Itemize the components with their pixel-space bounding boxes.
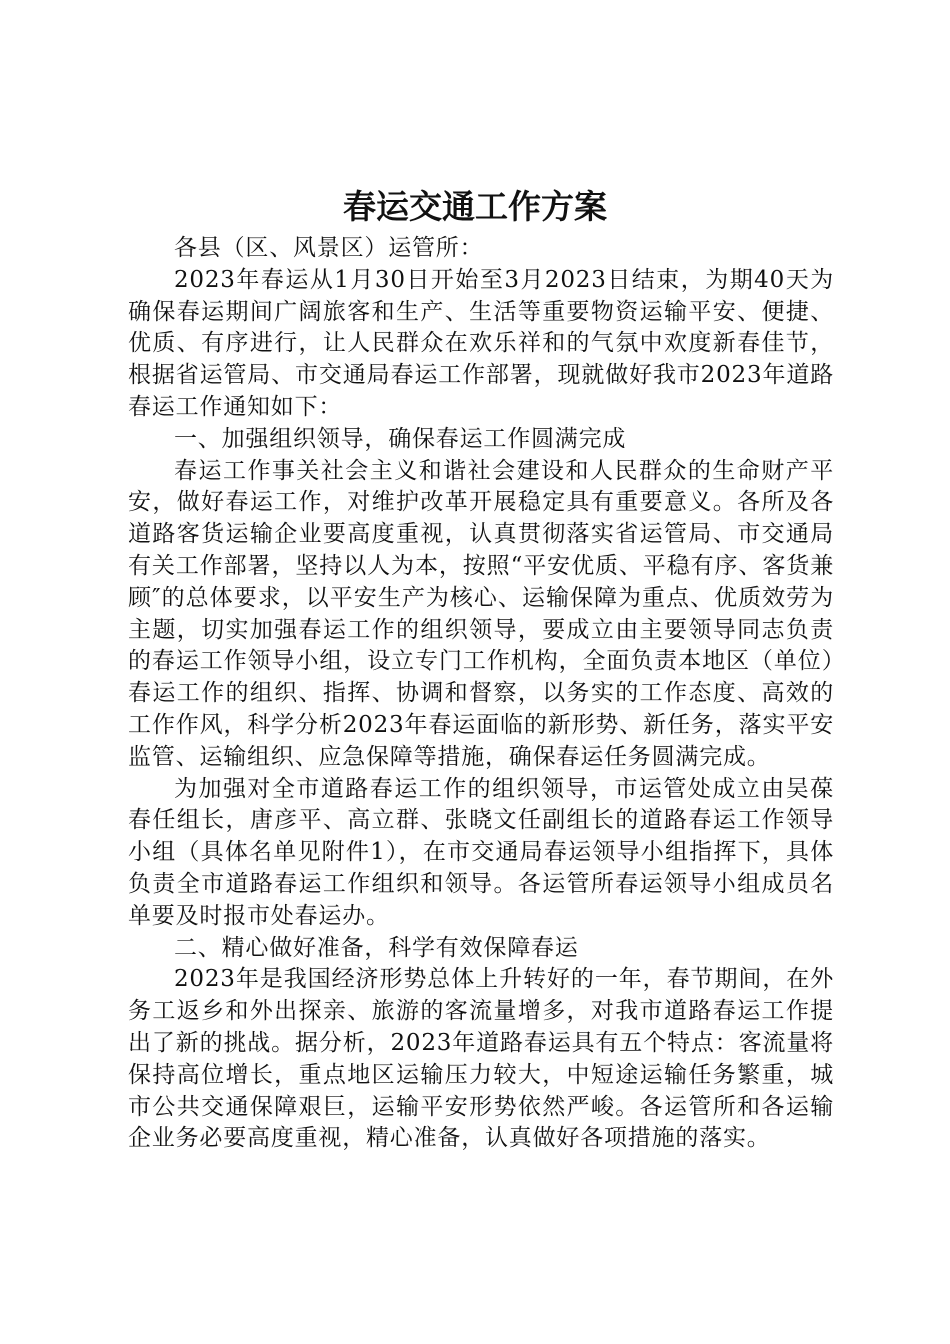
section-1-paragraph-1: 春运工作事关社会主义和谐社会建设和人民群众的生命财产平安，做好春运工作，对维护改革开展稳定具有重要意义。各所及各道路客货运输企业要高度重视，认真贯彻落实省运管局、市交通局有关工作部署，坚持以人为本，按照“平安优质、平稳有序、客货兼顾″的总体要求，以平安生产为核心、运输保障为重点、优质效劳为主题，切实加强春运工作的组织领导，要成立由主要领导同志负责的春运工作领导小组，设立专门工作机构，全面负责本地区（单位）春运工作的组织、指挥、协调和督察，以务实的工作态度、高效的工作作风，科学分析2023年春运面临的新形势、新任务，落实平安监管、运输组织、应急保障等措施，确保春运任务圆满完成。 (128, 457, 834, 770)
intro-paragraph: 2023年春运从1月30日开始至3月2023日结束，为期40天为确保春运期间广阔旅客和生产、生活等重要物资运输平安、便捷、优质、有序进行，让人民群众在欢乐祥和的气氛中欢度新春佳节，根据省运管局、市交通局春运工作部署，现就做好我市2023年道路春运工作通知如下： (128, 266, 834, 420)
section-1-paragraph-2: 为加强对全市道路春运工作的组织领导，市运管处成立由吴葆春任组长，唐彦平、高立群、张晓文任副组长的道路春运工作领导小组（具体名单见附件1），在市交通局春运领导小组指挥下，具体负责全市道路春运工作组织和领导。各运管所春运领导小组成员名单要及时报市处春运办。 (128, 775, 834, 929)
section-2-paragraph-1: 2023年是我国经济形势总体上升转好的一年，春节期间，在外务工返乡和外出探亲、旅游的客流量增多，对我市道路春运工作提出了新的挑战。据分析，2023年道路春运具有五个特点：客流量将保持高位增长，重点地区运输压力较大，中短途运输任务繁重，城市公共交通保障艰巨，运输平安形势依然严峻。各运管所和各运输企业务必要高度重视，精心准备，认真做好各项措施的落实。 (128, 966, 834, 1152)
document-body (128, 233, 834, 1155)
section-heading-1: 一、加强组织领导，确保春运工作圆满完成 (174, 425, 627, 452)
salutation-paragraph: 各县（区、风景区）运管所： (174, 235, 484, 261)
document-title: 春运交通工作方案 (343, 187, 607, 226)
section-heading-2: 二、精心做好准备，科学有效保障春运 (174, 934, 579, 961)
